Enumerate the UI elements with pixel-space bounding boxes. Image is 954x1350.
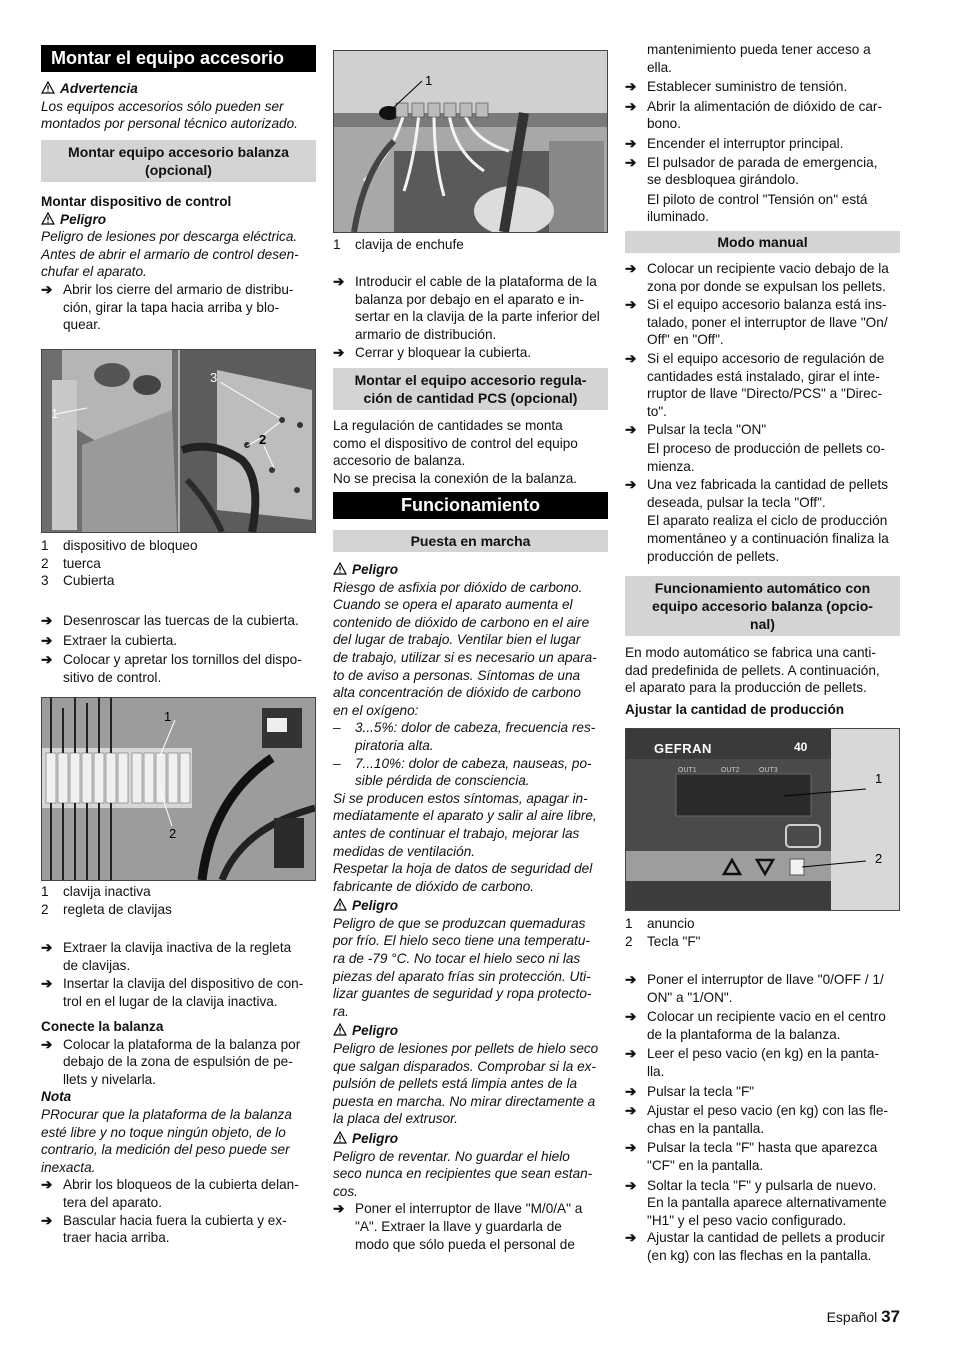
page-number: 37 xyxy=(881,1307,900,1326)
paragraph: La regulación de cantidades se monta como el dispositivo de control del equipo accesorio de balanza. No se precisa la conexión de la balanza. xyxy=(333,418,578,486)
figure-label: 2 xyxy=(259,432,267,447)
subsection-heading: Funcionamiento automático con equipo accesorio balanza (opcio- nal) xyxy=(625,576,900,636)
figure-caption: 1 anuncio 2 Tecla "F" xyxy=(625,916,701,949)
arrow-icon: ➔ xyxy=(625,135,637,151)
arrow-icon: ➔ xyxy=(625,261,637,276)
arrow-icon: ➔ xyxy=(625,297,637,313)
manual-mode-steps: ➔ Colocar un recipiente vacio debajo de la zona por donde se expulsan los pellets. ➔ Si el equipo accesorio balanza está ins- talado, poner el interruptor de llave "On/ Off" en "Off". ➔ Si el equipo accesorio de regulación de cantidades está instalado, girar el inte- rruptor de llave "Directo/PCS" a "Direc- to". ➔ Pulsar la tecla "ON" El proceso de producción de pellets co- mienza. ➔ Una vez fabricada la cantidad de pellets deseada, pulsar la tecla "Off". El aparato realiza el ciclo de producción momentáneo y a continuación finaliza la producción de pellets. xyxy=(625,260,900,565)
steps-list xyxy=(41,939,316,1010)
steps-list xyxy=(333,273,608,362)
auto-mode-steps: ➔ Poner el interruptor de llave "0/OFF / 1/ ON" a "1/ON". ➔ Colocar un recipiente vacio en el centro de la plantaforma de la balanza. ➔ Leer el peso vacio (en kg) en la panta- lla. ➔ Pulsar la tecla "F" ➔ Ajustar el peso vacio (en kg) con las fle- chas en la pantalla. ➔ Pulsar la tecla "F" hasta que aparezca "CF" en la pantalla. ➔ Soltar la tecla "F" y pulsarla de nuevo. En la pantalla aparece alternativamente "H1" y el peso vacio configurado. ➔ Ajustar la cantidad de pellets a producir (en kg) con las flechas en la pantalla. xyxy=(625,971,900,1265)
danger-text: Peligro de lesiones por descarga eléctrica. Antes de abrir el armario de control desen- chufar el aparato. xyxy=(41,229,299,280)
figure-caption: 1 clavija de enchufe xyxy=(333,237,464,252)
step-item: ➔ Encender el interruptor principal. xyxy=(625,135,844,151)
steps-list: mantenimiento pueda tener acceso a ella. ➔ Establecer suministro de tensión. ➔ Abrir la alimentación de dióxido de car- bono. ➔ Encender el interruptor principal. ➔ El pulsador de parada de emergencia, se desbloquea girándolo. El piloto de control "Tensión on" está iluminado. xyxy=(625,41,900,226)
warning-icon xyxy=(41,212,55,225)
warning-icon xyxy=(41,81,55,94)
cabinet-photo xyxy=(42,350,315,532)
step-item: ➔ Pulsar la tecla "F" hasta que aparezca "CF" en la pantalla. xyxy=(625,1140,878,1173)
step-item: ➔ Soltar la tecla "F" y pulsarla de nuevo. xyxy=(625,1177,877,1193)
step-item: ➔ Ajustar el peso vacio (en kg) con las fle- chas en la pantalla. xyxy=(625,1103,889,1136)
arrow-icon: ➔ xyxy=(625,1083,637,1099)
note-title: Nota xyxy=(41,1089,72,1105)
figure-control-cabinet xyxy=(41,349,316,533)
danger-title: Peligro xyxy=(352,562,399,577)
step-item: ➔ Si el equipo accesorio balanza está ins- talado, poner el interruptor de llave "On/ Off" en "Off". xyxy=(625,297,888,348)
arrow-icon: ➔ xyxy=(625,350,637,366)
arrow-icon: ➔ xyxy=(333,1201,345,1217)
step-item: ➔ Colocar la plataforma de la balanza por debajo de la zona de espulsión de pe- llets y nivelarla. xyxy=(41,1036,301,1087)
step-item: ➔ Abrir la alimentación de dióxido de car- bono. xyxy=(625,98,882,132)
step-item: ➔ Introducir el cable de la plataforma de la balanza por debajo en el aparato e in- sertar en la clavija de la parte inferior del armario de distribución. xyxy=(333,274,600,342)
figure-label: 1 xyxy=(425,73,433,88)
danger-text: Si se producen estos síntomas, apagar in- mediatamente el aparato y salir al aire libre, antes de continuar el trabajo, mejorar las medidas de ventilación. Respetar la hoja de datos de seguridad del fabricante de dióxido de carbono. xyxy=(333,790,597,894)
arrow-icon: ➔ xyxy=(41,613,53,628)
scale-connection-block xyxy=(41,1018,316,1247)
section-title: Montar el equipo accesorio xyxy=(41,45,316,72)
dash-item: – 7...10%: dolor de cabeza, nauseas, po- sible pérdida de consciencia. xyxy=(333,755,592,789)
danger-title: Peligro xyxy=(352,1131,399,1146)
figure-plug xyxy=(333,50,608,233)
arrow-icon: ➔ xyxy=(625,1046,637,1062)
subheading: Conecte la balanza xyxy=(41,1019,164,1034)
arrow-icon: ➔ xyxy=(41,281,53,297)
arrow-icon: ➔ xyxy=(625,477,637,493)
dash-item: – 3...5%: dolor de cabeza, frecuencia res- piratoria alta. xyxy=(333,720,596,753)
step-item: ➔ Extraer la clavija inactiva de la regleta de clavijas. xyxy=(41,940,292,973)
arrow-icon: ➔ xyxy=(625,98,637,114)
danger-title: Peligro xyxy=(60,211,107,227)
arrow-icon: ➔ xyxy=(41,652,53,668)
danger-title: Peligro xyxy=(352,898,399,914)
plug-photo xyxy=(334,51,607,232)
step-item: ➔ Poner el interruptor de llave "M/0/A" a "A". Extraer la llave y guardarla de modo que sólo pueda el personal de xyxy=(333,1201,583,1252)
warning-icon xyxy=(333,1131,347,1144)
step-item: ➔ Colocar un recipiente vacio en el centro de la plantaforma de la balanza. xyxy=(625,1009,886,1042)
output-label: OUT3 xyxy=(759,767,778,774)
control-device-block xyxy=(41,193,316,334)
paragraph: En modo automático se fabrica una canti- dad predefinida de pellets. A continuación, el aparato para la producción de pellets. xyxy=(625,645,880,696)
warning-text: Los equipos accesorios sólo pueden ser montados por personal técnico autorizado. xyxy=(41,98,298,132)
arrow-icon: ➔ xyxy=(625,422,637,438)
figure-label: 1 xyxy=(164,709,172,724)
note-text: PRocurar que la plataforma de la balanza esté libre y no toque ningún objeto, de lo contrario, la medición del peso puede ser inexacta. xyxy=(41,1106,292,1175)
footer-language: Español xyxy=(826,1309,878,1325)
figure-label: 2 xyxy=(875,851,883,866)
step-item: ➔ Colocar y apretar los tornillos del dispo- sitivo de control. xyxy=(41,652,302,685)
subsection-heading: Modo manual xyxy=(625,231,900,253)
figure-label: 2 xyxy=(169,826,177,841)
arrow-icon: ➔ xyxy=(333,345,345,361)
danger-title: Peligro xyxy=(352,1023,399,1039)
page-footer xyxy=(827,1308,900,1327)
subsection-heading: Montar el equipo accesorio regula- ción de cantidad PCS (opcional) xyxy=(333,368,608,410)
step-item: ➔ Colocar un recipiente vacio debajo de la zona por donde se expulsan los pellets. xyxy=(625,261,889,294)
arrow-icon: ➔ xyxy=(625,1230,637,1246)
subheading: Montar dispositivo de control xyxy=(41,194,232,209)
terminal-photo xyxy=(42,698,315,880)
arrow-icon: ➔ xyxy=(625,79,637,95)
figure-label: 3 xyxy=(210,370,218,385)
step-item: ➔ Abrir los bloqueos de la cubierta delan- tera del aparato. xyxy=(41,1177,299,1210)
arrow-icon: ➔ xyxy=(41,1212,53,1228)
step-item: ➔ Extraer la cubierta. xyxy=(41,632,178,648)
arrow-icon: ➔ xyxy=(41,1177,53,1193)
warning-icon xyxy=(333,898,347,911)
arrow-icon: ➔ xyxy=(41,940,53,955)
figure-caption: 1 clavija inactiva 2 regleta de clavijas xyxy=(41,884,172,917)
step-item: ➔ Desenroscar las tuercas de la cubierta. xyxy=(41,613,299,628)
step-item: ➔ Si el equipo accesorio de regulación de cantidades está instalado, girar el inte- rruptor de llave "Directo/PCS" a "Direc- to". xyxy=(625,350,885,419)
arrow-icon: ➔ xyxy=(625,1009,637,1025)
output-label: OUT1 xyxy=(678,767,697,774)
step-item: ➔ Establecer suministro de tensión. xyxy=(625,79,848,95)
danger-blocks xyxy=(333,561,608,1253)
warning-title: Advertencia xyxy=(60,81,138,96)
danger-text: Peligro de lesiones por pellets de hielo seco que salgan disparados. Comprobar si la ex- pulsión de pellets está limpia antes de la puesta en marcha. No mirar directamente a la placa del extrusor. xyxy=(333,1041,599,1127)
arrow-icon: ➔ xyxy=(625,1177,637,1193)
figure-label: 1 xyxy=(51,406,59,421)
step-item: ➔ Ajustar la cantidad de pellets a producir (en kg) con las flechas en la pantalla. xyxy=(625,1230,886,1263)
step-item: ➔ Bascular hacia fuera la cubierta y ex- traer hacia arriba. xyxy=(41,1212,287,1246)
step-item: ➔ Abrir los cierre del armario de distribu- ción, girar la tapa hacia arriba y blo- quear. xyxy=(41,281,294,333)
danger-text: Peligro de reventar. No guardar el hielo seco nunca en recipientes que sean estan- cos. xyxy=(333,1148,593,1199)
warning-icon xyxy=(333,562,347,575)
arrow-icon: ➔ xyxy=(625,1103,637,1119)
figure-controller xyxy=(625,728,900,911)
figure-terminal-strip xyxy=(41,697,316,881)
controller-model: 40 xyxy=(794,740,808,754)
step-item: ➔ Insertar la clavija del dispositivo de con- trol en el lugar de la clavija inactiva. xyxy=(41,976,304,1009)
arrow-icon: ➔ xyxy=(41,976,53,992)
step-item: ➔ Pulsar la tecla "F" xyxy=(625,1083,755,1099)
step-item: ➔ Pulsar la tecla "ON" xyxy=(625,422,767,438)
danger-text: Peligro de que se produzcan quemaduras por frío. El hielo seco tiene una temperatu- ra de -79 °C. No tocar el hielo seco ni las piezas del aparato frías sin protección. Uti- lizar guantes de seguridad y ropa protecto- ra. xyxy=(333,915,592,1019)
output-label: OUT2 xyxy=(721,767,740,774)
subheading: Ajustar la cantidad de producción xyxy=(625,702,845,717)
danger-text: Riesgo de asfixia por dióxido de carbono. Cuando se opera el aparato aumenta el contenido de dióxido de carbono en el aire del lugar de trabajo. Ventilar bien el lugar de trabajo, utilizar si es necesario un apara- to de aviso a personas. Síntomas de una alta concentración de dióxido de carbono en el oxígeno: xyxy=(333,579,597,718)
step-item: ➔ Leer el peso vacio (en kg) en la panta- lla. xyxy=(625,1046,879,1079)
figure-caption: 1 dispositivo de bloqueo 2 tuerca 3 Cubierta xyxy=(41,538,198,589)
arrow-icon: ➔ xyxy=(333,274,345,289)
arrow-icon: ➔ xyxy=(41,1036,53,1052)
arrow-icon: ➔ xyxy=(41,632,53,648)
section-title: Funcionamiento xyxy=(333,492,608,519)
figure-label: 1 xyxy=(875,771,883,786)
controller-brand: GEFRAN xyxy=(654,741,712,756)
subsection-heading: Montar equipo accesorio balanza (opcional) xyxy=(41,140,316,182)
arrow-icon: ➔ xyxy=(625,1140,637,1156)
warning-icon xyxy=(333,1023,347,1036)
step-item: ➔ Una vez fabricada la cantidad de pellets deseada, pulsar la tecla "Off". xyxy=(625,477,889,510)
warning-block xyxy=(41,80,316,133)
steps-list xyxy=(41,612,316,686)
subsection-heading: Puesta en marcha xyxy=(333,530,608,552)
arrow-icon: ➔ xyxy=(625,154,637,170)
step-item: ➔ El pulsador de parada de emergencia, se desbloquea girándolo. xyxy=(625,154,878,188)
arrow-icon: ➔ xyxy=(625,972,637,987)
step-item: ➔ Cerrar y bloquear la cubierta. xyxy=(333,345,532,361)
step-item: ➔ Poner el interruptor de llave "0/OFF / 1/ ON" a "1/ON". xyxy=(625,972,884,1005)
